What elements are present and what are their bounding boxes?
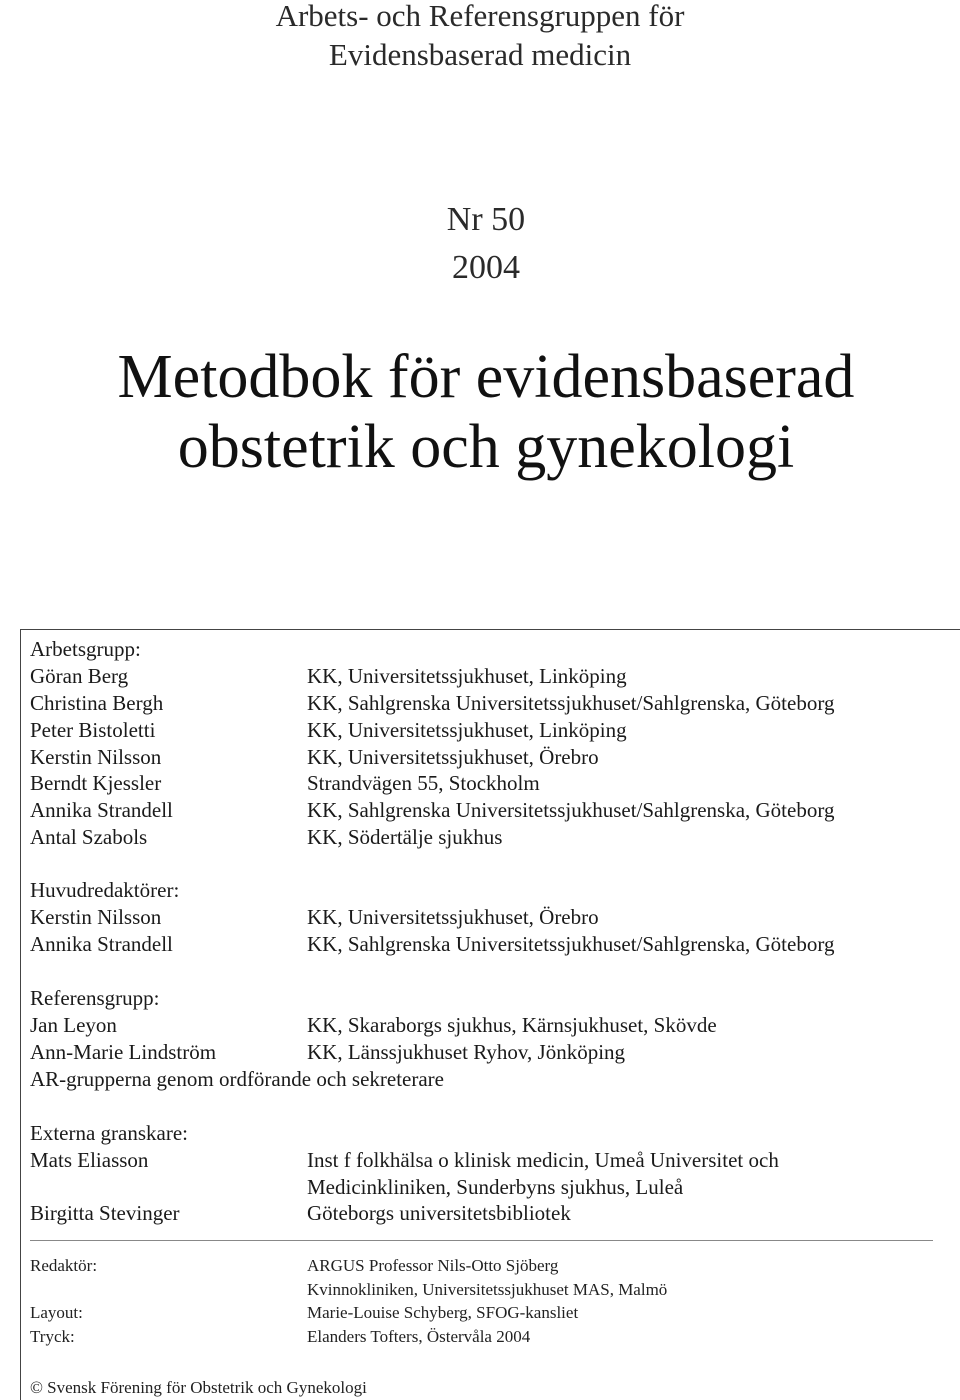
- editor-affiliation: KK, Sahlgrenska Universitetssjukhuset/Sahlgrenska, Göteborg: [307, 932, 835, 956]
- reference-member-affiliation: KK, Skaraborgs sjukhus, Kärnsjukhuset, Skövde: [307, 1013, 717, 1037]
- header-line-1: Arbets- och Referensgruppen för: [275, 0, 685, 33]
- issue-year: 2004: [452, 249, 520, 286]
- member-affiliation: KK, Sahlgrenska Universitetssjukhuset/Sahlgrenska, Göteborg: [307, 691, 835, 715]
- member-name: Annika Strandell: [30, 798, 173, 822]
- member-name: Göran Berg: [30, 664, 129, 688]
- member-name: Antal Szabols: [30, 825, 148, 849]
- reference-member-name: Ann-Marie Lindström: [30, 1040, 217, 1064]
- copyright-notice: © Svensk Förening för Obstetrik och Gynekologi: [30, 1378, 367, 1397]
- reviewer-name: Birgitta Stevinger: [30, 1201, 180, 1225]
- reviewer-affiliation-line-2: Medicinkliniken, Sunderbyns sjukhus, Luleå: [307, 1175, 684, 1199]
- member-affiliation: KK, Universitetssjukhuset, Linköping: [307, 718, 627, 742]
- member-name: Berndt Kjessler: [30, 771, 162, 795]
- tryck-label: Tryck:: [30, 1327, 75, 1346]
- redaktor-label: Redaktör:: [30, 1256, 98, 1275]
- referensgrupp-heading: Referensgrupp:: [30, 986, 160, 1010]
- member-affiliation: KK, Universitetssjukhuset, Örebro: [307, 745, 599, 769]
- huvudredaktorer-heading: Huvudredaktörer:: [30, 878, 180, 902]
- layout-value: Marie-Louise Schyberg, SFOG-kansliet: [307, 1303, 579, 1322]
- reviewer-affiliation-line-1: Inst f folkhälsa o klinisk medicin, Umeå Universitet och: [307, 1148, 779, 1172]
- member-affiliation: KK, Universitetssjukhuset, Linköping: [307, 664, 627, 688]
- member-name: Kerstin Nilsson: [30, 745, 162, 769]
- reviewer-affiliation-line-1: Göteborgs universitetsbibliotek: [307, 1201, 571, 1225]
- tryck-value: Elanders Tofters, Östervåla 2004: [307, 1327, 531, 1346]
- member-affiliation: Strandvägen 55, Stockholm: [307, 771, 540, 795]
- member-name: Peter Bistoletti: [30, 718, 156, 742]
- book-title-line-1: Metodbok för evidensbaserad: [117, 343, 855, 411]
- redaktor-value-line-2: Kvinnokliniken, Universitetssjukhuset MAS, Malmö: [307, 1280, 668, 1299]
- redaktor-value-line-1: ARGUS Professor Nils-Otto Sjöberg: [307, 1256, 559, 1275]
- header-line-2: Evidensbaserad medicin: [328, 37, 632, 72]
- issue-number: Nr 50: [446, 201, 526, 238]
- layout-label: Layout:: [30, 1303, 83, 1322]
- referensgrupp-note: AR-grupperna genom ordförande och sekreterare: [30, 1067, 444, 1091]
- editor-name: Kerstin Nilsson: [30, 905, 162, 929]
- arbetsgrupp-heading: Arbetsgrupp:: [30, 637, 141, 661]
- reference-member-name: Jan Leyon: [30, 1013, 117, 1037]
- book-title-line-2: obstetrik och gynekologi: [177, 413, 795, 481]
- reviewer-name: Mats Eliasson: [30, 1148, 149, 1172]
- externa-heading: Externa granskare:: [30, 1121, 189, 1145]
- editor-affiliation: KK, Universitetssjukhuset, Örebro: [307, 905, 599, 929]
- credits-separator: [30, 1240, 933, 1241]
- member-affiliation: KK, Sahlgrenska Universitetssjukhuset/Sahlgrenska, Göteborg: [307, 798, 835, 822]
- member-affiliation: KK, Södertälje sjukhus: [307, 825, 503, 849]
- editor-name: Annika Strandell: [30, 932, 173, 956]
- reference-member-affiliation: KK, Länssjukhuset Ryhov, Jönköping: [307, 1040, 626, 1064]
- member-name: Christina Bergh: [30, 691, 164, 715]
